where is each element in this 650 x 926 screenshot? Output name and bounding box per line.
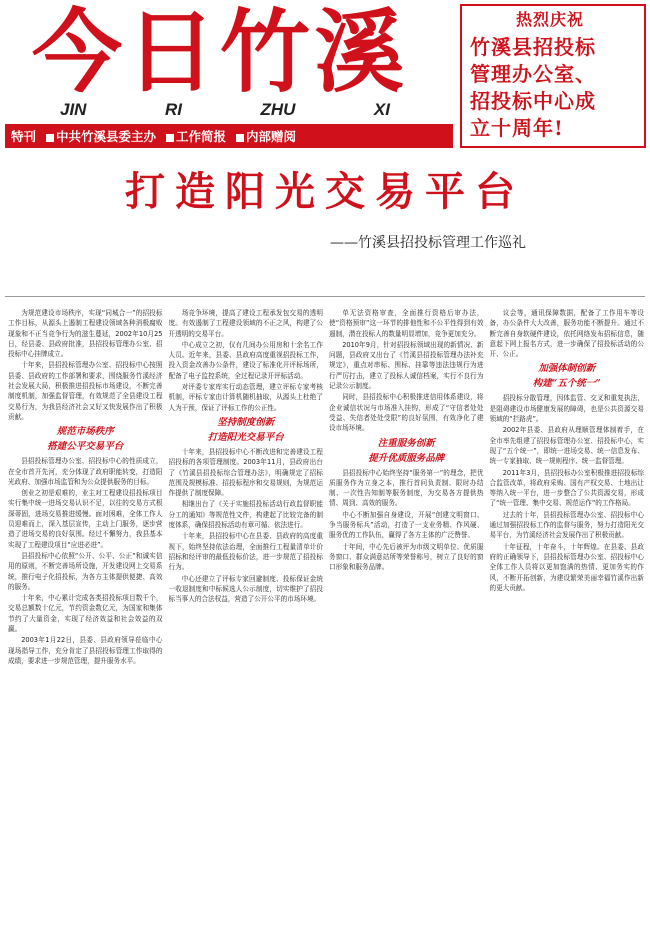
paragraph: 2003年1月22日，县委、县政府领导莅临中心现场指导工作，充分肯定了县招投标管理工作取得的成绩，要求进一步规范管理，提升服务水平。 — [8, 636, 163, 665]
paragraph: 相继出台了《关于实施招投标活动行政监督职能分工的通知》等规范性文件，构建起了比较完备的制度体系，确保招投标活动有章可循、依法进行。 — [168, 500, 323, 530]
paragraph: 十年来，县招投标中心在县委、县政府的高度重视下，始终坚持依法治理，全面推行工程量清单计价招标和经评审的最低投标价法，进一步规范了招投标行为。 — [168, 532, 323, 572]
paragraph: 县招投标管理办公室、招投标中心的性质成立，在全市首开先河，充分体现了政府职能转变，打造阳光政府、加强市场监管和为公众提供服务的目标。 — [8, 457, 163, 486]
paragraph: 中心还建立了评标专家回避制度、投标保证金统一收退制度和中标候选人公示制度，切实维护了招投标当事人的合法权益，营造了公开公平的市场环境。 — [168, 574, 323, 604]
paragraph: 十年征程，十年奋斗，十年辉煌。在县委、县政府的正确领导下，县招投标管理办公室、招投标中心全体工作人员将以更加饱满的热情、更加务实的作风，不断开拓创新，为建设繁荣美丽幸福竹溪作出新的更大贡献。 — [489, 542, 644, 592]
masthead — [0, 0, 650, 148]
newspaper-title: 今日竹溪 — [32, 0, 408, 105]
paragraph: 县招投标中心始终坚持“服务第一”的理念，把优质服务作为立身之本，推行首问负责制、限时办结制、一次性告知制等服务制度，为交易各方提供热情、周到、高效的服务。 — [329, 468, 484, 508]
bar-item: 内部赠阅 — [236, 127, 296, 145]
article-body — [8, 308, 644, 920]
square-bullet-icon — [236, 134, 244, 142]
headline-subtitle: ——竹溪县招投标管理工作巡礼 — [330, 235, 526, 251]
headline: 打造阳光交易平台 — [125, 168, 525, 215]
paragraph: 场竞争环境，提高了建设工程承发包交易的透明度。有效遏制了工程建设领域的不正之风，构建了公开透明的交易平台。 — [168, 309, 323, 338]
paragraph: 同时，县招投标中心积极推进信用体系建设，将企业诚信状况与市场准入挂钩，形成了“守信者处处受益、失信者处处受限”的良好氛围，有效净化了建设市场环境。 — [329, 393, 484, 433]
paragraph: 为规范建设市场秩序，实现“同城合一”的招投标工作目标，从源头上遏制工程建设领域各种消极腐败现象和不正当竞争行为的滋生蔓延，2002年10月25日，经县委、县政府批准，县招投标管理办公室、招投标中心挂牌成立。 — [8, 309, 163, 359]
divider — [5, 296, 645, 297]
square-bullet-icon — [166, 134, 174, 142]
celebration-message: 竹溪县招投标 管理办公室、 招投标中心成 立十周年! — [470, 35, 596, 140]
paragraph: 十年来，县招投标中心不断改进和完善建设工程招投标的各项管理制度。2003年11月，县政府出台了《竹溪县招投标综合管理办法》，明确规定了招标范围及规模标准、招投标程序和交易规则，为规范运作提供了制度保障。 — [168, 447, 323, 498]
pinyin-word: XI — [373, 100, 390, 119]
article-column — [490, 308, 645, 920]
pinyin-word: RI — [164, 100, 182, 119]
bar-item: 中共竹溪县委主办 — [46, 127, 156, 145]
pinyin-word: JIN — [60, 100, 87, 119]
section-heading: 搭建公平交易平台 — [47, 441, 124, 453]
paragraph: 创业之初是艰难的，业主对工程建设招投标项目实行集中统一进场交易认识不足，以往的交易方式根深蒂固，进场交易推进缓慢。面对困难，全体工作人员迎难而上，深入基层宣传，主动上门服务，逐步营造了进场交易的良好氛围。经过不懈努力，我县基本实现了工程建设项目“应进必进”。 — [8, 489, 163, 549]
celebration-box — [460, 4, 646, 148]
paragraph: 中心成立之初，仅有几间办公用房和十余名工作人员。近年来，县委、县政府高度重视招投标工作，投入资金改善办公条件，建设了标准化开评标场所，配备了电子监控系统，全过程记录开评标活动。 — [168, 340, 323, 380]
paragraph: 十年来，中心累计完成各类招投标项目数千个，交易总额数十亿元，节约资金数亿元，为国家和集体节约了大量资金，实现了经济效益和社会效益的双赢。 — [8, 594, 163, 634]
article-column — [8, 308, 163, 920]
section-heading: 加强体制创新 — [538, 363, 596, 375]
section-heading: 提升优质服务品牌 — [368, 452, 445, 464]
paragraph: 十年间，中心先后被评为市级文明单位、优质服务窗口、群众满意站所等荣誉称号，树立了良好的窗口形象和服务品牌。 — [329, 542, 484, 572]
article-column — [329, 308, 484, 920]
bar-item: 工作简报 — [166, 127, 226, 145]
article-column — [169, 308, 324, 920]
section-heading: 打造阳光交易平台 — [207, 431, 284, 443]
paragraph: 2011年3月，县招投标办公室积极推进招投标综合监管改革，将政府采购、国有产权交易、土地出让等纳入统一平台，进一步整合了公共资源交易，形成了“统一管理、集中交易、规范运作”的工作格局。 — [489, 468, 644, 508]
paragraph: 议会等，通讯保障数据，配备了工作用车等设备，办公条件大大改善，服务功能不断提升。通过不断完善自身软硬件建设，依托网络发布招标信息，随意起下网上报名方式，进一步确保了招投标活动的公开、公正。 — [489, 309, 644, 359]
paragraph: 招投标分散管理，因体监管、交叉和重复执法，是阻碍建设市场健康发展的障碍，也是公共资源交易领域的“拦路虎”。 — [489, 394, 644, 424]
paragraph: 县招投标中心依照“公开、公平、公正”和诚实信用的原则，不断完善场所设施，开发建设网上交易系统，推行电子化招投标，为各方主体提供便捷、高效的服务。 — [8, 551, 163, 591]
paragraph: 过去的十年，县招投标管理办公室、招投标中心通过加强招投标工作的监督与服务，努力打造阳光交易平台，为竹溪经济社会发展作出了积极贡献。 — [489, 510, 644, 540]
section-heading: 坚持制度创新 — [217, 416, 275, 428]
section-heading: 构建“五个统一” — [532, 378, 601, 390]
pinyin-word: ZHU — [260, 100, 296, 119]
paragraph: 2002年县委、县政府从理顺管理体制着手，在全市率先组建了招投标管理办公室、招投标中心，实现了“五个统一”，即统一进场交易、统一信息发布、统一专家抽取、统一规则程序、统一监督管理。 — [489, 426, 644, 466]
paragraph: 十年来，县招投标管理办公室、招投标中心按照县委、县政府的工作部署和要求，围绕服务竹溪经济社会发展大局，积极推进招投标市场建设，不断完善制度机制，加强监督管理，有效规范了全县建设工程交易行为，为我县经济社会又好又快发展作出了积极贡献。 — [8, 361, 163, 421]
section-heading: 注重服务创新 — [377, 437, 435, 449]
section-heading: 规范市场秩序 — [56, 426, 114, 438]
paragraph: 2010年9月，针对招投标领域出现的新情况、新问题，县政府又出台了《竹溪县招投标管理办法补充规定》，重点对串标、围标、挂靠等违法违规行为进行严厉打击，建立了投标人诚信档案，实行不良行为记录公示制度。 — [329, 340, 484, 391]
newspaper-pinyin — [60, 100, 390, 120]
paragraph: 中心不断加强自身建设，开展“创建文明窗口、争当服务标兵”活动，打造了一支业务精、作风硬、服务优的工作队伍，赢得了各方主体的广泛赞誉。 — [329, 510, 484, 540]
square-bullet-icon — [46, 134, 54, 142]
celebration-heading: 热烈庆祝 — [516, 10, 585, 29]
special-issue-label: 特刊 — [11, 129, 37, 144]
paragraph: 对评委专家库实行动态管理，建立评标专家考核机制，评标专家由计算机随机抽取，从源头上杜绝了人为干预，保证了评标工作的公正性。 — [168, 383, 323, 412]
paragraph: 单无法资格审查，全面推行资格后审办法，使“资格预审”这一环节的排他性和不公平性得到有效遏制，潜在投标人的数量明显增加，竞争更加充分。 — [329, 309, 484, 338]
masthead-info-bar — [5, 124, 453, 148]
